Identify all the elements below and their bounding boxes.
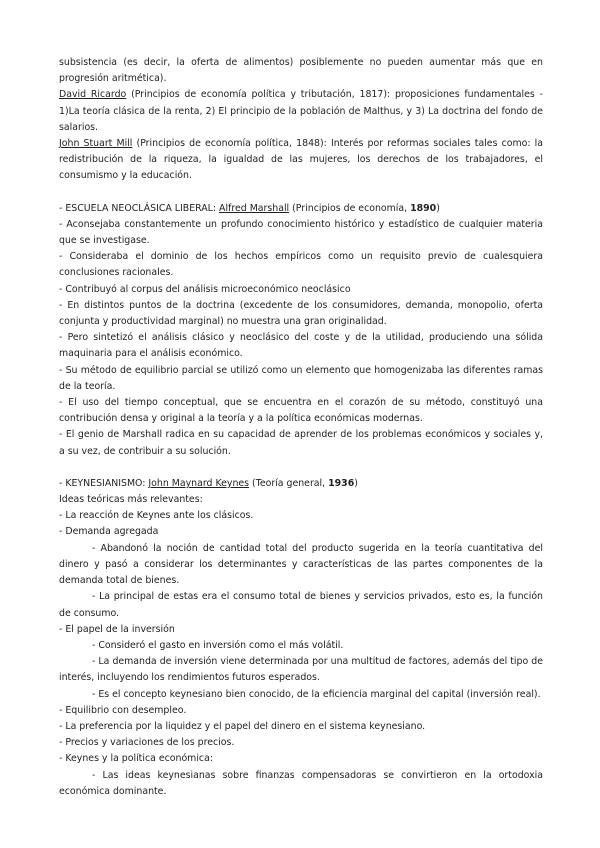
keynes-point: - La preferencia por la liquidez y el papel del dinero en el sistema keynesiano. [59, 720, 426, 732]
keynes-point: - Equilibrio con desempleo. [59, 704, 187, 716]
neoclassical-point: - El genio de Marshall radica en su capacidad de aprender de los problemas económicos y sociales y, a su vez, de contribuir a su solución. [59, 429, 543, 457]
neoclassical-point: - Pero sintetizó el análisis clásico y neoclásico del coste y de la utilidad, produciendo una sólida maquinaria para el análisis económico. [59, 332, 543, 360]
neoclassical-point: - Consideraba el dominio de los hechos empíricos como un requisito previo de cualesquiera conclusiones racionales. [59, 251, 543, 279]
marshall-year: 1890 [410, 202, 437, 214]
keynes-subpoint: - La principal de estas era el consumo total de bienes y servicios privados, esto es, la función de consumo. [59, 591, 543, 619]
keynes-ideas-label: Ideas teóricas más relevantes: [59, 494, 203, 506]
neoclassical-heading [59, 201, 543, 217]
keynes-point: - Precios y variaciones de los precios. [59, 737, 235, 749]
neoclassical-point: - Contribuyó al corpus del análisis microeconómico neoclásico [59, 283, 351, 295]
mill-paragraph [59, 136, 543, 185]
keynes-subpoint: - Abandonó la noción de cantidad total del producto sugerida en la teoría cuantitativa del dinero y pasó a considerar los determinantes y características de las partes componentes de la demanda total de bienes. [59, 542, 543, 587]
neoclassical-point: - Su método de equilibrio parcial se utilizó como un elemento que homogenizaba las diferentes ramas de la teoría. [59, 364, 543, 392]
keynes-work: (Teoría general, [249, 477, 329, 489]
keynes-heading-label: - KEYNESIANISMO: [59, 477, 149, 489]
section-spacer [59, 460, 543, 476]
keynes-author: John Maynard Keynes [148, 477, 250, 489]
neoclassical-heading-label: - ESCUELA NEOCLÁSICA LIBERAL: [59, 202, 220, 214]
mill-text: (Principios de economía política, 1848): Interés por reformas sociales tales como: la redistribución de la riqueza, la igualdad de las mujeres, los derechos de los trabajadores, el consumismo y la educación. [59, 138, 543, 182]
marshall-author: Alfred Marshall [219, 202, 290, 214]
neoclassical-point: - Aconsejaba constantemente un profundo conocimiento histórico y estadístico de cualquier materia que se investigase. [59, 218, 543, 247]
keynes-point: - Keynes y la política económica: [59, 753, 213, 765]
keynes-subpoint: - Consideró el gasto en inversión como el más volátil. [92, 639, 344, 651]
neoclassical-point: - En distintos puntos de la doctrina (excedente de los consumidores, demanda, monopolio, oferta conjunta y productividad marginal) no muestra una gran originalidad. [59, 299, 543, 328]
ricardo-paragraph [59, 87, 543, 136]
marshall-work: (Principios de economía, [289, 202, 411, 214]
marshall-close: ) [436, 202, 440, 214]
keynes-subpoint: - Es el concepto keynesiano bien conocido, de la eficiencia marginal del capital (inversión real). [92, 688, 541, 700]
neoclassical-point: - El uso del tiempo conceptual, que se encuentra en el corazón de su método, constituyó una contribución densa y original a la teoría y a la política económicas modernas. [59, 397, 543, 425]
keynes-point: - La reacción de Keynes ante los clásicos. [59, 510, 254, 522]
document-page [59, 55, 543, 800]
keynes-year: 1936 [328, 477, 355, 489]
keynes-point: - Demanda agregada [59, 526, 159, 538]
keynes-close: ) [354, 477, 358, 489]
ricardo-author: David Ricardo [59, 89, 127, 101]
keynes-subpoint: - La demanda de inversión viene determinada por una multitud de factores, además del tipo de interés, incluyendo los rendimientos futuros esperados. [59, 656, 543, 684]
keynes-heading [59, 476, 543, 492]
subsistence-paragraph: subsistencia (es decir, la oferta de alimentos) posiblemente no pueden aumentar más que en progresión aritmética). [59, 57, 543, 85]
keynes-subpoint: - Las ideas keynesianas sobre finanzas compensadoras se convirtieron en la ortodoxia económica dominante. [59, 769, 543, 797]
section-spacer [59, 185, 543, 201]
mill-author: John Stuart Mill [59, 138, 133, 150]
ricardo-text: (Principios de economía política y tributación, 1817): proposiciones fundamentales - 1)La teoría clásica de la renta, 2) El principio de la población de Malthus, y 3) La doctrina del fondo de salarios. [59, 89, 543, 133]
keynes-point: - El papel de la inversión [59, 623, 175, 635]
